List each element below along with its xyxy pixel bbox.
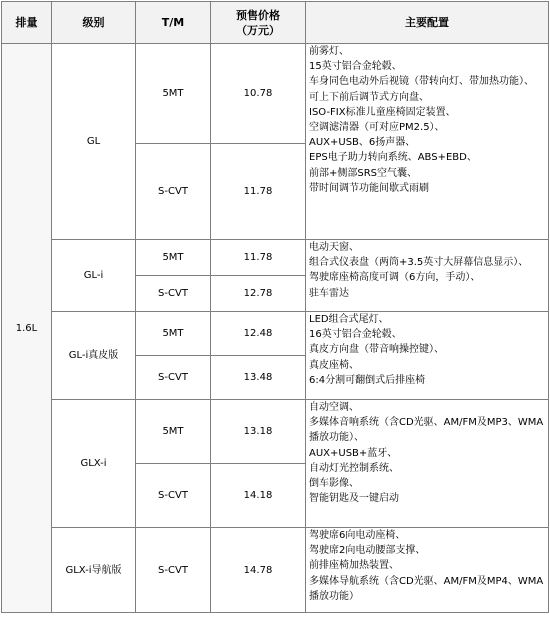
feature-item: 倒车影像、 — [309, 478, 359, 490]
feature-item: 6:4分割可翻倒式后排座椅 — [309, 374, 426, 386]
feature-item: 真皮座椅、 — [309, 359, 359, 371]
feature-item: 智能钥匙及一键启动 — [309, 493, 399, 505]
features-cell — [306, 44, 549, 240]
price-cell: 14.78 — [211, 528, 306, 613]
tm-cell: S-CVT — [136, 276, 211, 312]
price-cell: 13.18 — [211, 400, 306, 464]
header-level: 级别 — [52, 2, 136, 44]
header-row — [2, 2, 549, 44]
feature-item: 驻车雷达 — [309, 287, 349, 299]
table-row — [2, 528, 549, 613]
header-config: 主要配置 — [306, 2, 549, 44]
table-row — [2, 312, 549, 356]
header-price — [211, 2, 306, 44]
feature-item: 带时间调节功能间歇式雨刷 — [309, 182, 429, 194]
feature-item: 多媒体音响系统（含CD光驱、AM/FM及MP3、WMA播放功能）、 — [309, 417, 544, 444]
feature-item: 前部+侧部SRS空气囊、 — [309, 167, 418, 179]
feature-item: 真皮方向盘（带音响操控键）、 — [309, 344, 444, 356]
tm-cell: S-CVT — [136, 144, 211, 240]
price-cell: 13.48 — [211, 356, 306, 400]
price-cell: 12.78 — [211, 276, 306, 312]
features-cell — [306, 528, 549, 613]
tm-cell: S-CVT — [136, 528, 211, 613]
feature-item: 空调滤清器（可对应PM2.5）、 — [309, 122, 445, 134]
feature-item: 前排座椅加热装置、 — [309, 560, 399, 572]
price-cell: 10.78 — [211, 44, 306, 144]
header-tm: T/M — [136, 2, 211, 44]
features-cell — [306, 400, 549, 528]
level-cell: GL — [52, 44, 136, 240]
feature-item: AUX+USB、6扬声器、 — [309, 137, 416, 149]
feature-item: 15英寸铝合金轮毂、 — [309, 61, 402, 73]
price-cell: 12.48 — [211, 312, 306, 356]
feature-item: 多媒体导航系统（含CD光驱、AM/FM及MP4、WMA播放功能） — [309, 575, 544, 602]
header-price-line2: （万元） — [236, 23, 280, 37]
feature-item: 车身同色电动外后视镜（带转向灯、带加热功能）、 — [309, 76, 534, 88]
price-cell: 14.18 — [211, 464, 306, 528]
header-price-line1: 预售价格 — [236, 8, 280, 22]
header-displacement: 排量 — [2, 2, 52, 44]
feature-item: 电动天窗、 — [309, 242, 359, 253]
table-row — [2, 44, 549, 144]
level-cell: GL-i真皮版 — [52, 312, 136, 400]
table-row — [2, 240, 549, 276]
feature-item: 可上下前后调节式方向盘、 — [309, 91, 429, 103]
level-cell: GLX-i — [52, 400, 136, 528]
feature-item: 组合式仪表盘（两筒+3.5英寸大屏幕信息显示）、 — [309, 257, 529, 269]
level-cell: GL-i — [52, 240, 136, 312]
feature-item: 驾驶席座椅高度可调（6方向，手动）、 — [309, 272, 481, 284]
feature-item: 前雾灯、 — [309, 46, 349, 57]
price-cell: 11.78 — [211, 144, 306, 240]
level-cell: GLX-i导航版 — [52, 528, 136, 613]
feature-item: 16英寸铝合金轮毂、 — [309, 329, 402, 341]
table-row — [2, 400, 549, 464]
tm-cell: 5MT — [136, 240, 211, 276]
tm-cell: S-CVT — [136, 464, 211, 528]
feature-item: AUX+USB+蓝牙、 — [309, 447, 398, 459]
feature-item: LED组合式尾灯、 — [309, 314, 389, 325]
feature-item: 自动灯光控制系统、 — [309, 462, 399, 474]
feature-item: 驾驶席2向电动腰部支撑、 — [309, 545, 426, 557]
tm-cell: S-CVT — [136, 356, 211, 400]
price-cell: 11.78 — [211, 240, 306, 276]
feature-item: ISO-FIX标准儿童座椅固定装置、 — [309, 106, 456, 118]
feature-item: EPS电子助力转向系统、ABS+EBD、 — [309, 152, 477, 164]
tm-cell: 5MT — [136, 44, 211, 144]
features-cell — [306, 312, 549, 400]
features-cell — [306, 240, 549, 312]
feature-item: 驾驶席6向电动座椅、 — [309, 530, 406, 541]
spec-table — [1, 1, 549, 613]
engine-cell: 1.6L — [2, 44, 52, 613]
feature-item: 自动空调、 — [309, 402, 359, 413]
tm-cell: 5MT — [136, 400, 211, 464]
tm-cell: 5MT — [136, 312, 211, 356]
